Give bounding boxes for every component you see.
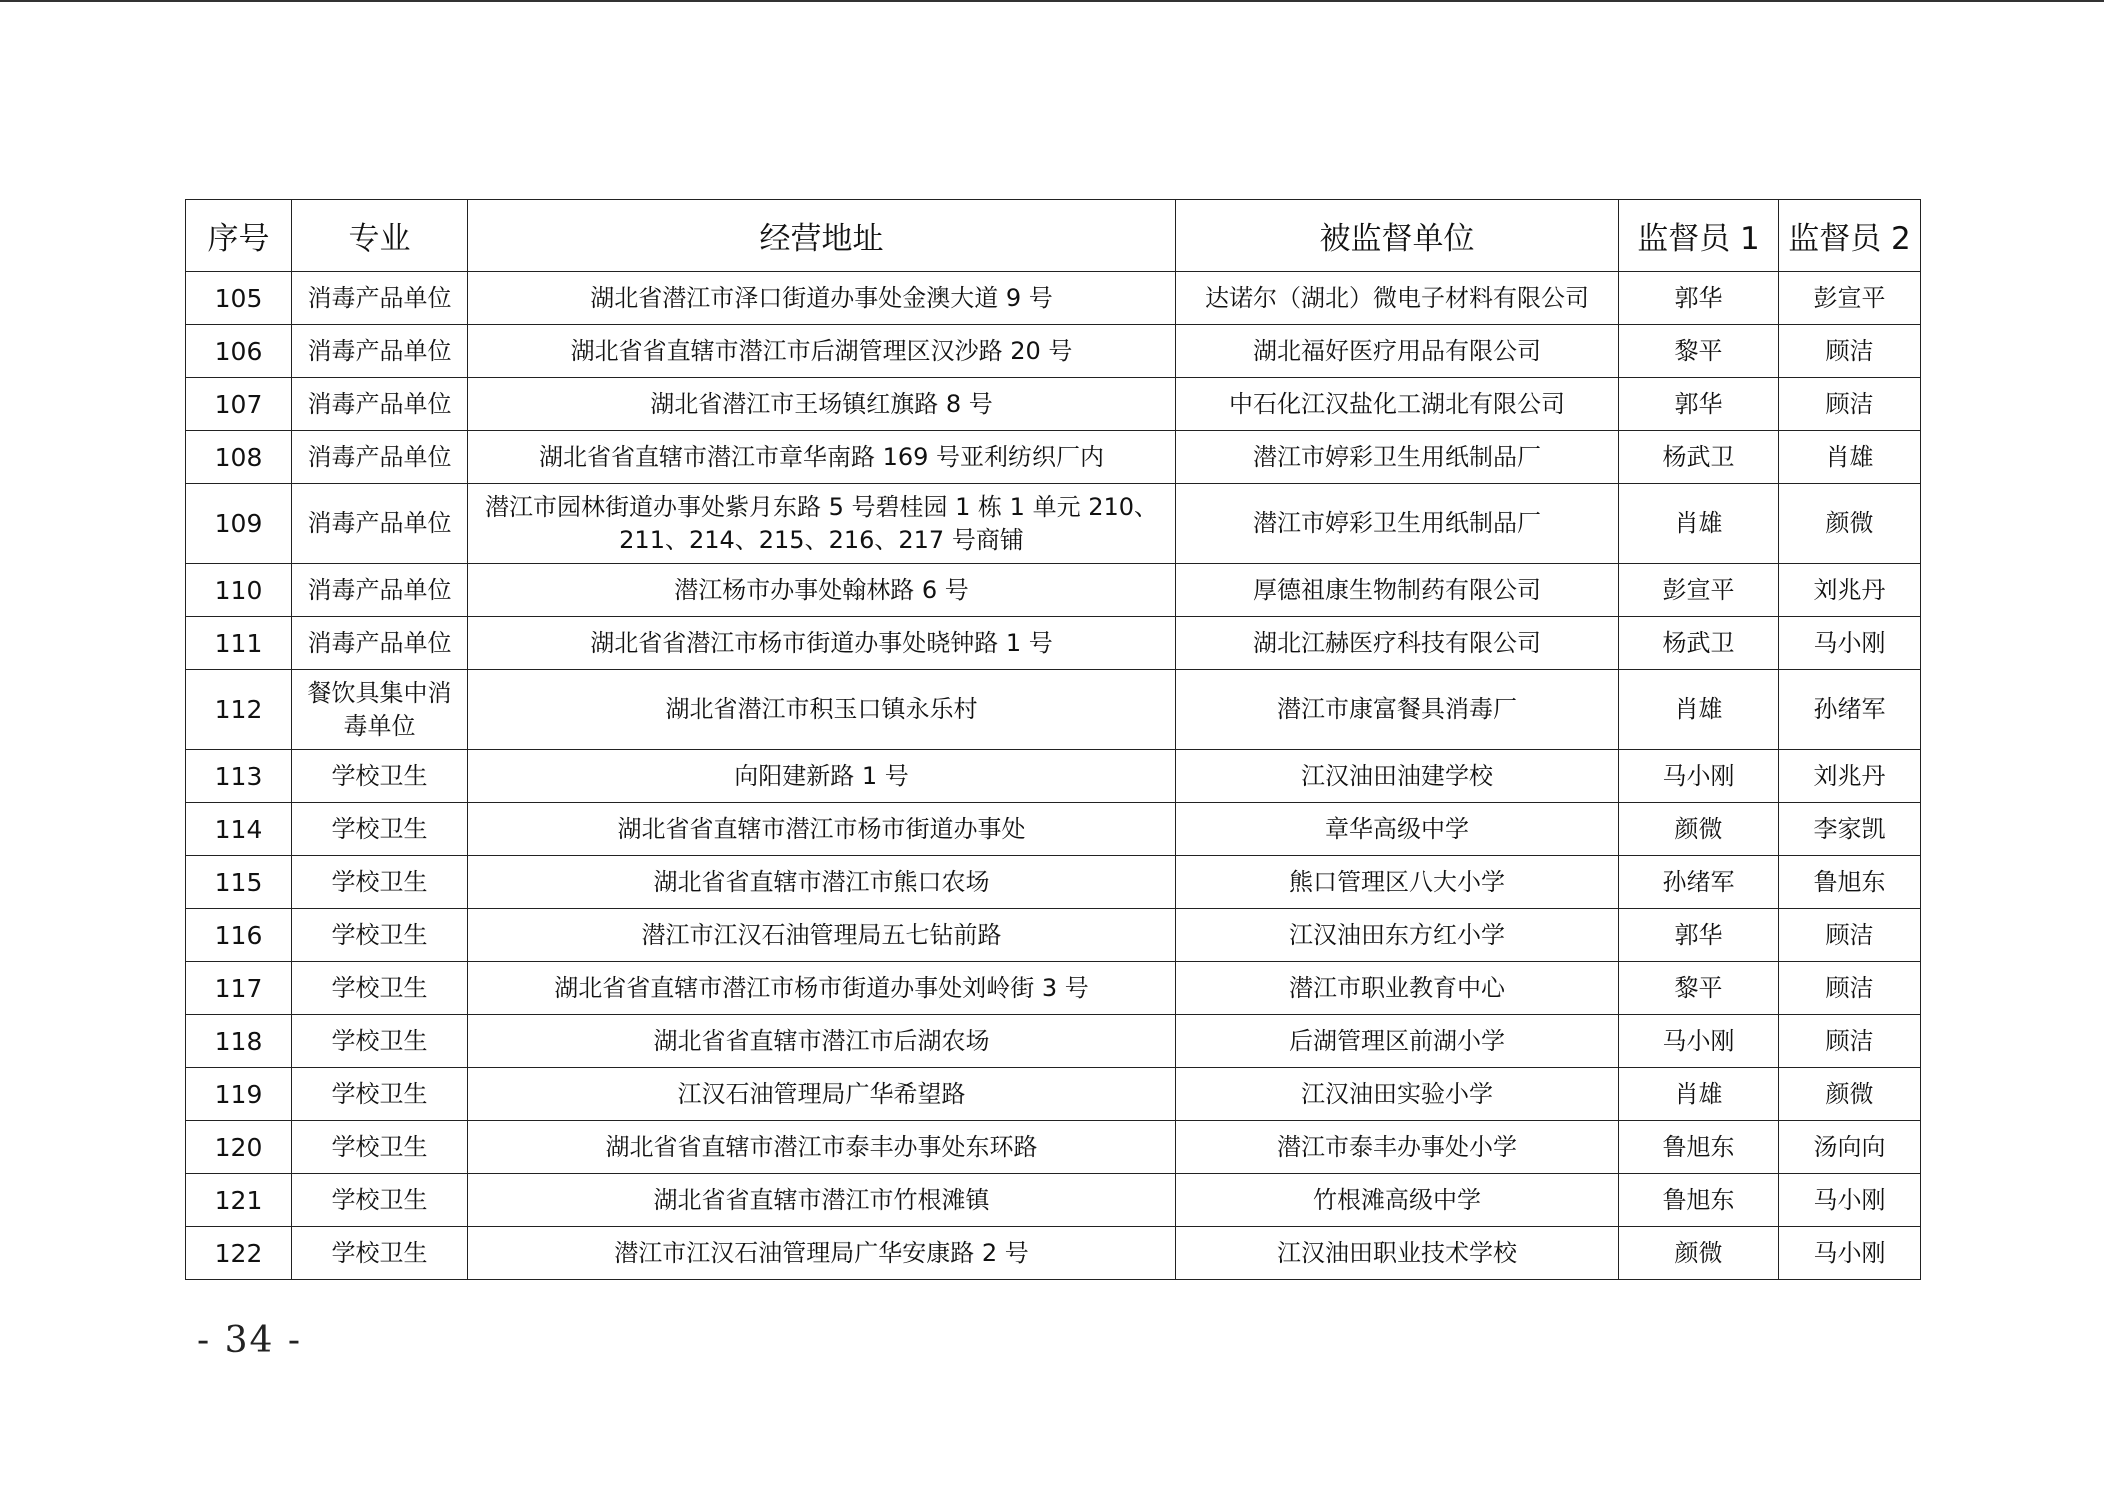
table-row [186,431,1921,484]
address-cell: 向阳建新路 1 号 [468,750,1176,803]
table-row [186,856,1921,909]
supervisor-1-cell: 杨武卫 [1619,431,1779,484]
address-cell: 潜江杨市办事处翰林路 6 号 [468,564,1176,617]
supervisor-1-cell: 郭华 [1619,378,1779,431]
supervisor-1-cell: 肖雄 [1619,1068,1779,1121]
address-cell: 湖北省省直辖市潜江市竹根滩镇 [468,1174,1176,1227]
supervisor-1-cell: 孙绪军 [1619,856,1779,909]
supervisor-2-cell: 刘兆丹 [1779,750,1921,803]
specialty-cell: 消毒产品单位 [292,272,468,325]
table-row [186,272,1921,325]
supervisor-1-cell: 郭华 [1619,272,1779,325]
specialty-cell: 消毒产品单位 [292,484,468,564]
supervised-unit-cell: 潜江市泰丰办事处小学 [1176,1121,1619,1174]
supervised-unit-cell: 章华高级中学 [1176,803,1619,856]
supervisor-2-cell: 刘兆丹 [1779,564,1921,617]
header-supervisor-1: 监督员 1 [1619,200,1779,272]
supervised-unit-cell: 潜江市康富餐具消毒厂 [1176,670,1619,750]
header-row [186,200,1921,272]
supervisor-1-cell: 肖雄 [1619,670,1779,750]
serial-number-cell: 116 [186,909,292,962]
supervisor-2-cell: 颜微 [1779,1068,1921,1121]
supervisor-1-cell: 彭宣平 [1619,564,1779,617]
specialty-cell: 学校卫生 [292,750,468,803]
supervisor-2-cell: 鲁旭东 [1779,856,1921,909]
header-supervisor-2: 监督员 2 [1779,200,1921,272]
table-row [186,1121,1921,1174]
table-row [186,617,1921,670]
supervisor-2-cell: 颜微 [1779,484,1921,564]
supervisor-1-cell: 颜微 [1619,803,1779,856]
serial-number-cell: 122 [186,1227,292,1280]
supervised-unit-cell: 潜江市婷彩卫生用纸制品厂 [1176,484,1619,564]
supervised-unit-cell: 后湖管理区前湖小学 [1176,1015,1619,1068]
address-cell: 湖北省潜江市王场镇红旗路 8 号 [468,378,1176,431]
serial-number-cell: 110 [186,564,292,617]
table-row [186,750,1921,803]
specialty-cell: 消毒产品单位 [292,378,468,431]
table-row [186,1174,1921,1227]
supervisor-1-cell: 鲁旭东 [1619,1174,1779,1227]
specialty-cell: 学校卫生 [292,1227,468,1280]
serial-number-cell: 106 [186,325,292,378]
supervisor-2-cell: 顾洁 [1779,909,1921,962]
address-cell: 湖北省省直辖市潜江市熊口农场 [468,856,1176,909]
address-cell: 湖北省省直辖市潜江市章华南路 169 号亚利纺织厂内 [468,431,1176,484]
header-supervised-unit: 被监督单位 [1176,200,1619,272]
specialty-cell: 学校卫生 [292,909,468,962]
supervised-unit-cell: 中石化江汉盐化工湖北有限公司 [1176,378,1619,431]
address-cell: 潜江市江汉石油管理局广华安康路 2 号 [468,1227,1176,1280]
specialty-cell: 学校卫生 [292,1068,468,1121]
table-row [186,378,1921,431]
specialty-cell: 学校卫生 [292,856,468,909]
serial-number-cell: 113 [186,750,292,803]
supervisor-2-cell: 彭宣平 [1779,272,1921,325]
supervisor-2-cell: 孙绪军 [1779,670,1921,750]
address-cell: 湖北省省直辖市潜江市杨市街道办事处刘岭街 3 号 [468,962,1176,1015]
table-row [186,962,1921,1015]
address-cell: 湖北省省直辖市潜江市杨市街道办事处 [468,803,1176,856]
table-row [186,909,1921,962]
supervisor-1-cell: 颜微 [1619,1227,1779,1280]
supervisor-2-cell: 顾洁 [1779,962,1921,1015]
supervisor-1-cell: 杨武卫 [1619,617,1779,670]
serial-number-cell: 105 [186,272,292,325]
supervisor-2-cell: 李家凯 [1779,803,1921,856]
serial-number-cell: 107 [186,378,292,431]
supervised-unit-cell: 厚德祖康生物制药有限公司 [1176,564,1619,617]
supervised-unit-cell: 湖北江赫医疗科技有限公司 [1176,617,1619,670]
supervisor-2-cell: 汤向向 [1779,1121,1921,1174]
table-row [186,670,1921,750]
supervised-unit-cell: 竹根滩高级中学 [1176,1174,1619,1227]
address-cell: 湖北省省直辖市潜江市泰丰办事处东环路 [468,1121,1176,1174]
top-border-line [0,0,2104,2]
supervisor-1-cell: 马小刚 [1619,1015,1779,1068]
supervisor-1-cell: 鲁旭东 [1619,1121,1779,1174]
supervisor-2-cell: 顾洁 [1779,378,1921,431]
supervisor-1-cell: 黎平 [1619,325,1779,378]
supervisor-1-cell: 马小刚 [1619,750,1779,803]
supervisor-2-cell: 顾洁 [1779,325,1921,378]
table-row [186,1015,1921,1068]
supervised-unit-cell: 达诺尔（湖北）微电子材料有限公司 [1176,272,1619,325]
specialty-cell: 消毒产品单位 [292,617,468,670]
supervisor-2-cell: 顾洁 [1779,1015,1921,1068]
specialty-cell: 学校卫生 [292,1121,468,1174]
supervision-table [185,199,1921,1280]
table-row [186,803,1921,856]
table-row [186,325,1921,378]
specialty-cell: 学校卫生 [292,962,468,1015]
specialty-cell: 消毒产品单位 [292,431,468,484]
address-cell: 潜江市江汉石油管理局五七钻前路 [468,909,1176,962]
supervised-unit-cell: 湖北福好医疗用品有限公司 [1176,325,1619,378]
specialty-cell: 学校卫生 [292,1015,468,1068]
serial-number-cell: 108 [186,431,292,484]
supervised-unit-cell: 江汉油田实验小学 [1176,1068,1619,1121]
specialty-cell: 餐饮具集中消毒单位 [292,670,468,750]
supervisor-2-cell: 马小刚 [1779,1174,1921,1227]
supervised-unit-cell: 江汉油田油建学校 [1176,750,1619,803]
address-cell: 湖北省省潜江市杨市街道办事处晓钟路 1 号 [468,617,1176,670]
supervised-unit-cell: 潜江市婷彩卫生用纸制品厂 [1176,431,1619,484]
serial-number-cell: 115 [186,856,292,909]
address-cell: 湖北省省直辖市潜江市后湖管理区汉沙路 20 号 [468,325,1176,378]
address-cell: 湖北省省直辖市潜江市后湖农场 [468,1015,1176,1068]
serial-number-cell: 109 [186,484,292,564]
address-cell: 湖北省潜江市积玉口镇永乐村 [468,670,1176,750]
table-row [186,1068,1921,1121]
supervised-unit-cell: 江汉油田职业技术学校 [1176,1227,1619,1280]
specialty-cell: 消毒产品单位 [292,564,468,617]
supervisor-1-cell: 黎平 [1619,962,1779,1015]
table-row [186,564,1921,617]
serial-number-cell: 114 [186,803,292,856]
supervisor-2-cell: 肖雄 [1779,431,1921,484]
address-cell: 江汉石油管理局广华希望路 [468,1068,1176,1121]
address-cell: 潜江市园林街道办事处紫月东路 5 号碧桂园 1 栋 1 单元 210、211、214、215、216、217 号商铺 [468,484,1176,564]
serial-number-cell: 120 [186,1121,292,1174]
table-row [186,484,1921,564]
supervised-unit-cell: 熊口管理区八大小学 [1176,856,1619,909]
specialty-cell: 学校卫生 [292,1174,468,1227]
supervisor-1-cell: 肖雄 [1619,484,1779,564]
header-specialty: 专业 [292,200,468,272]
serial-number-cell: 118 [186,1015,292,1068]
specialty-cell: 学校卫生 [292,803,468,856]
specialty-cell: 消毒产品单位 [292,325,468,378]
serial-number-cell: 117 [186,962,292,1015]
supervisor-2-cell: 马小刚 [1779,617,1921,670]
serial-number-cell: 112 [186,670,292,750]
supervisor-1-cell: 郭华 [1619,909,1779,962]
header-business-address: 经营地址 [468,200,1176,272]
serial-number-cell: 121 [186,1174,292,1227]
header-serial-number: 序号 [186,200,292,272]
serial-number-cell: 119 [186,1068,292,1121]
supervised-unit-cell: 潜江市职业教育中心 [1176,962,1619,1015]
table-row [186,1227,1921,1280]
serial-number-cell: 111 [186,617,292,670]
supervised-unit-cell: 江汉油田东方红小学 [1176,909,1619,962]
address-cell: 湖北省潜江市泽口街道办事处金澳大道 9 号 [468,272,1176,325]
supervisor-2-cell: 马小刚 [1779,1227,1921,1280]
page-number: - 34 - [197,1320,303,1361]
